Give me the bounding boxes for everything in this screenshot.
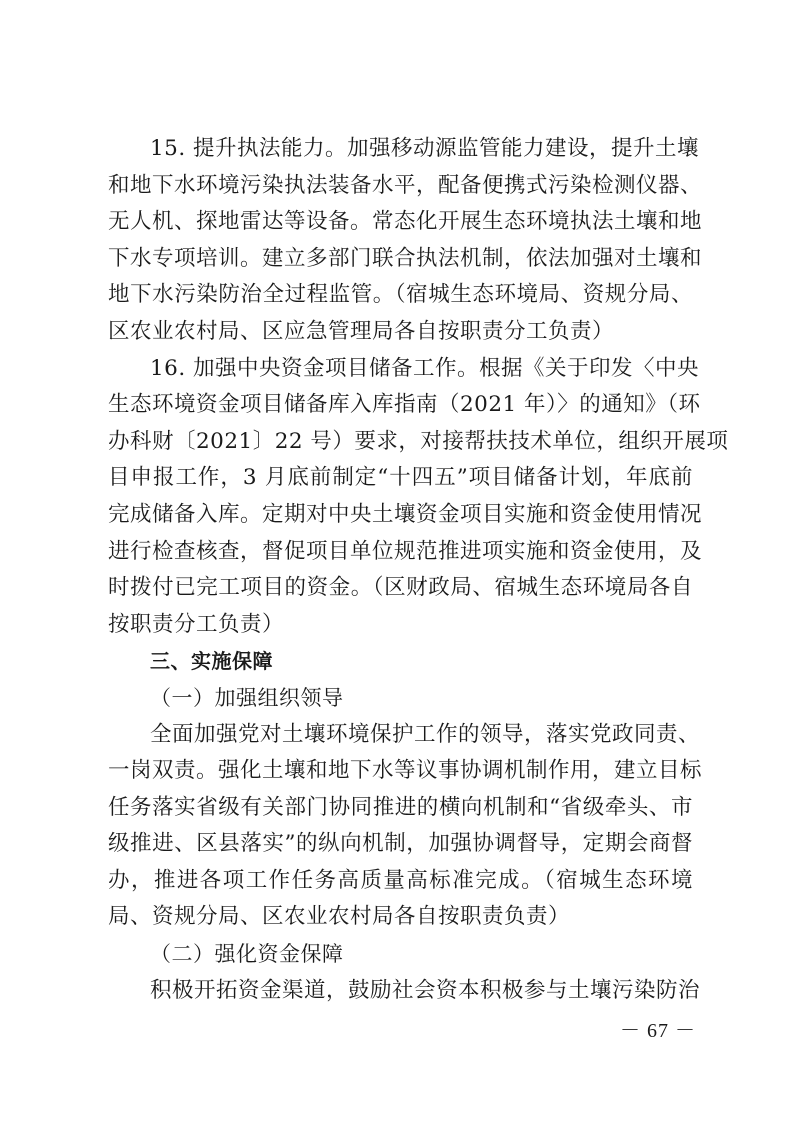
- subsection-heading: （二）强化资金保障: [150, 942, 344, 967]
- paragraph-line: 时拨付已完工项目的资金。（区财政局、宿城生态环境局各自: [108, 575, 693, 601]
- paragraph-line: 办科财〔2021〕22 号）要求，对接帮扶技术单位，组织开展项: [108, 428, 729, 454]
- paragraph-line: 按职责分工负责）: [108, 611, 285, 637]
- paragraph-line: 目申报工作，3 月底前制定“十四五”项目储备计划，年底前: [108, 465, 693, 491]
- paragraph-line: 积极开拓资金渠道，鼓励社会资本积极参与土壤污染防治: [150, 977, 701, 1003]
- subsection-heading: （一）加强组织领导: [150, 685, 344, 710]
- paragraph-line: 进行检查核查，督促项目单位规范推进项实施和资金使用，及: [108, 538, 703, 564]
- paragraph-line: 和地下水环境污染执法装备水平，配备便携式污染检测仪器、: [108, 172, 703, 198]
- paragraph-line: 一岗双责。强化土壤和地下水等议事协调机制作用，建立目标: [108, 758, 703, 784]
- page-number: － 67 －: [620, 1020, 696, 1042]
- paragraph-line: 办，推进各项工作任务高质量高标准完成。（宿城生态环境: [108, 867, 693, 893]
- document-body: [108, 131, 729, 1009]
- paragraph-line: 区农业农村局、区应急管理局各自按职责分工负责）: [108, 318, 615, 344]
- paragraph-line: 级推进、区县落实”的纵向机制，加强协调督导，定期会商督: [108, 831, 693, 857]
- paragraph-line: 无人机、探地雷达等设备。常态化开展生态环境执法土壤和地: [108, 209, 703, 235]
- paragraph-line: 全面加强党对土壤环境保护工作的领导，落实党政同责、: [150, 721, 701, 747]
- paragraph-line: 15. 提升执法能力。加强移动源监管能力建设，提升土壤: [150, 136, 700, 161]
- section-heading: 三、实施保障: [150, 649, 273, 674]
- paragraph-line: 局、资规分局、区农业农村局各自按职责负责）: [108, 904, 571, 930]
- paragraph-line: 16. 加强中央资金项目储备工作。根据《关于印发〈中央: [150, 355, 700, 381]
- paragraph-line: 任务落实省级有关部门协同推进的横向机制和“省级牵头、市: [108, 794, 693, 820]
- paragraph-line: 下水专项培训。建立多部门联合执法机制，依法加强对土壤和: [108, 245, 703, 271]
- paragraph-line: 地下水污染防治全过程监管。（宿城生态环境局、资规分局、: [108, 282, 693, 308]
- paragraph-line: 生态环境资金项目储备库入库指南（2021 年）〉的通知》（环: [108, 392, 701, 418]
- paragraph-line: 完成储备入库。定期对中央土壤资金项目实施和资金使用情况: [108, 501, 703, 527]
